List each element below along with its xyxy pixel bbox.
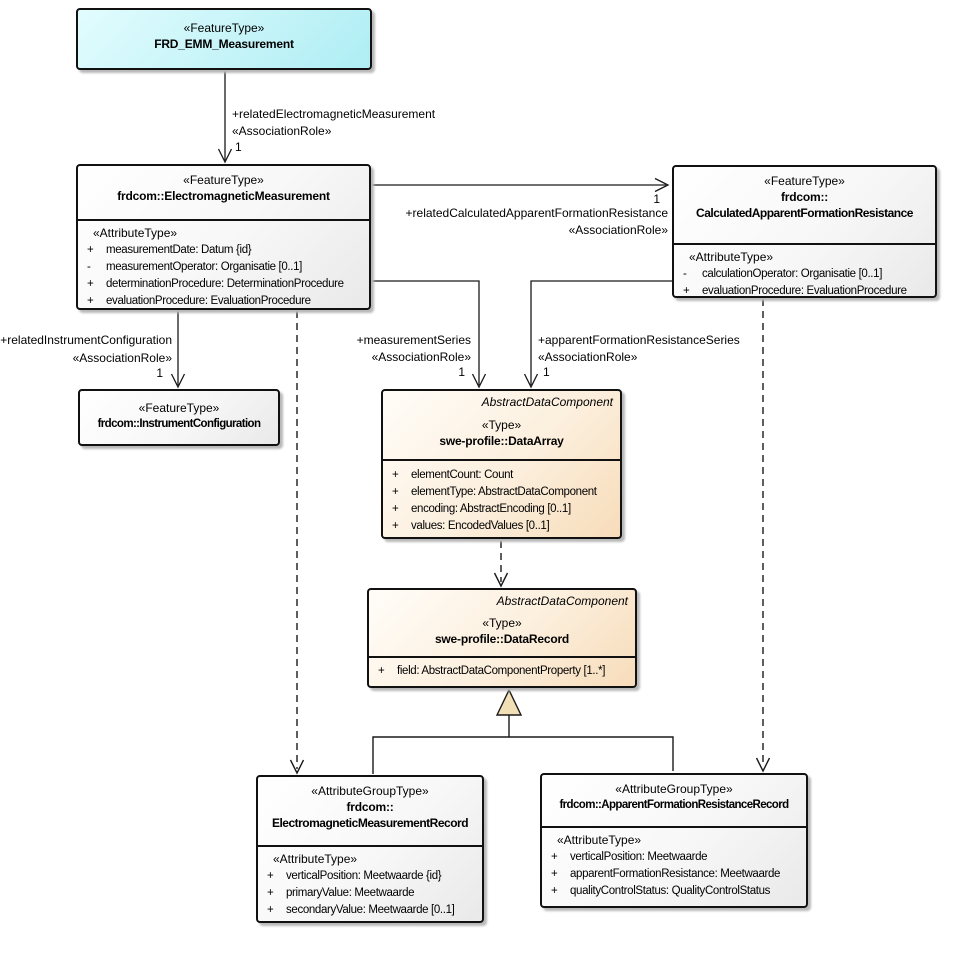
abstract-parent-label: AbstractDataComponent [481,395,613,409]
class-name: frdcom:: [346,800,394,814]
class-name: FRD_EMM_Measurement [154,37,294,51]
association-role-stereotype: «AssociationRole» [232,124,332,138]
attribute-row [383,484,620,501]
attribute-text: verticalPosition: Meetwaarde [570,851,708,863]
attribute-text: primaryValue: Meetwaarde [286,887,415,899]
stereotype-label: «FeatureType» [764,174,845,188]
generalization-branch-line[interactable] [373,737,673,774]
visibility: + [551,885,558,897]
attribute-row [258,868,482,885]
attribute-row [383,467,620,484]
class-frd-emm-measurement[interactable] [76,8,372,70]
role-label-related-instr: +relatedInstrumentConfiguration [0,333,172,347]
attribute-text: measurementOperator: Organisatie [0..1] [106,261,303,273]
visibility: + [87,278,94,290]
stereotype-label: «AttributeGroupType» [615,782,733,796]
attribute-stereotype-label: «AttributeType» [557,833,642,847]
class-name: frdcom:: [780,190,829,204]
attribute-text: values: EncodedValues [0..1] [411,520,550,532]
visibility: - [87,261,91,273]
stereotype-label: «FeatureType» [138,401,220,415]
visibility: + [392,520,399,532]
class-name: ElectromagneticMeasurementRecord [271,816,469,830]
attribute-row [542,866,806,883]
stereotype-label: «FeatureType» [183,173,264,187]
visibility: + [378,665,385,677]
visibility: + [551,851,558,863]
attribute-text: calculationOperator: Organisatie [0..1] [702,268,883,280]
attribute-text: apparentFormationResistance: Meetwaarde [570,868,781,880]
attribute-text: verticalPosition: Meetwaarde {id} [286,870,442,882]
attribute-text: evaluationProcedure: EvaluationProcedure [106,295,311,307]
association-role-stereotype: «AssociationRole» [538,350,638,364]
class-apparent-formation-resistance-record[interactable] [540,773,808,908]
association-role-stereotype: «AssociationRole» [568,223,668,237]
class-calculated-apparent-formation-resistance[interactable] [672,165,937,298]
attribute-row [78,259,369,276]
class-swe-profile-datarecord[interactable] [367,588,637,688]
abstract-parent-label: AbstractDataComponent [496,594,628,608]
attribute-text: measurementDate: Datum {id} [106,244,252,256]
stereotype-label: «AttributeGroupType» [311,784,429,798]
generalization-triangle-icon [497,690,521,715]
association-role-stereotype: «AssociationRole» [72,351,172,365]
class-name: frdcom::InstrumentConfiguration [97,418,261,430]
visibility: + [551,868,558,880]
attribute-row [674,266,935,283]
class-name: frdcom::ElectromagneticMeasurement [117,189,330,203]
multiplicity-label: 1 [653,192,660,206]
class-swe-profile-dataarray[interactable] [381,389,622,539]
attribute-row [542,883,806,900]
attribute-row [674,283,935,300]
attribute-row [369,663,635,680]
attribute-row [258,885,482,902]
visibility: + [87,244,94,256]
role-label-afr-series: +apparentFormationResistanceSeries [538,333,740,347]
visibility: + [392,503,399,515]
attribute-text: elementCount: Count [411,469,514,481]
class-electromagnetic-measurement-record[interactable] [256,775,484,923]
visibility: + [392,469,399,481]
attribute-stereotype-label: «AttributeType» [689,250,774,264]
visibility: - [683,268,687,280]
attribute-stereotype-label: «AttributeType» [93,226,178,240]
multiplicity-label: 1 [543,365,550,379]
association-role-stereotype: «AssociationRole» [371,350,471,364]
class-instrument-configuration[interactable] [78,389,280,446]
attribute-text: qualityControlStatus: QualityControlStatus [570,885,771,897]
class-name: swe-profile::DataArray [439,434,564,448]
multiplicity-label: 1 [235,140,242,154]
attribute-row [383,501,620,518]
multiplicity-label: 1 [156,366,163,380]
attribute-row [78,242,369,259]
stereotype-label: «Type» [481,418,522,432]
visibility: + [267,870,274,882]
attribute-text: secondaryValue: Meetwaarde [0..1] [286,904,455,916]
attribute-text: determinationProcedure: DeterminationProcedure [106,278,344,290]
attribute-row [258,902,482,919]
attribute-row [78,276,369,293]
attribute-row [383,518,620,535]
attribute-text: field: AbstractDataComponentProperty [1..*] [397,665,606,677]
attribute-stereotype-label: «AttributeType» [273,852,358,866]
role-label-measurement-series: +measurementSeries [356,333,471,347]
role-label-related-em: +relatedElectromagneticMeasurement [232,107,436,121]
attribute-row [542,849,806,866]
stereotype-label: «FeatureType» [183,21,265,35]
attribute-text: evaluationProcedure: EvaluationProcedure [702,285,907,297]
visibility: + [392,486,399,498]
attribute-text: encoding: AbstractEncoding [0..1] [411,503,571,515]
visibility: + [683,285,690,297]
visibility: + [267,904,274,916]
attribute-row [78,293,369,310]
visibility: + [87,295,94,307]
visibility: + [267,887,274,899]
class-name: frdcom::ApparentFormationResistanceRecord [559,799,789,811]
class-name: CalculatedApparentFormationResistance [696,206,913,220]
stereotype-label: «Type» [482,616,522,630]
attribute-text: elementType: AbstractDataComponent [411,486,597,498]
role-label-related-calc: +relatedCalculatedApparentFormationResistance [405,206,668,220]
class-name: swe-profile::DataRecord [434,632,570,646]
class-electromagnetic-measurement[interactable] [76,164,371,310]
multiplicity-label: 1 [458,365,465,379]
